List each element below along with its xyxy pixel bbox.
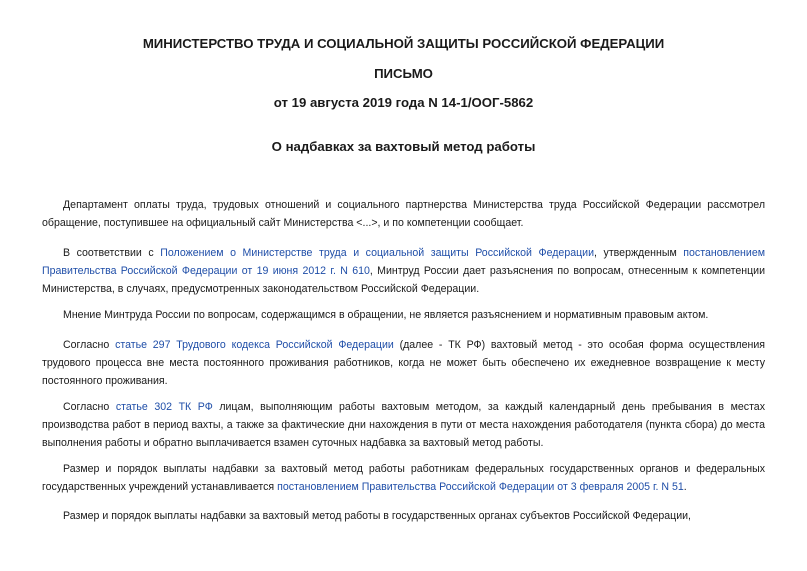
paragraph-7 <box>42 508 765 526</box>
paragraph-text: Согласно <box>63 401 116 413</box>
paragraph-text: Департамент оплаты труда, трудовых отношений и социального партнерства Министерства труда Российской Федерации рассмотрел обращение, поступившее на официальный сайт Министерства <...>, и по компетенции сообщает. <box>42 199 765 229</box>
paragraph-text: (далее - ТК РФ) вахтовый метод - это особая форма осуществления трудового процесса вне места постоянного проживания работников, когда не может быть обеспечено их ежедневное возвращение к месту постоянного проживания. <box>42 339 765 387</box>
paragraph-text: лицам, выполняющим работы вахтовым методом, за каждый календарный день пребывания в местах производства работ в период вахты, а также за фактические дни нахождения в пути от места нахождения работодателя (пункта сбора) до места выполнения работы и обратно выплачивается взамен суточных надбавка за вахтовый метод работы. <box>42 401 765 449</box>
paragraph-text: Согласно <box>63 339 116 351</box>
paragraph-5 <box>42 399 765 452</box>
document-type-heading: ПИСЬМО <box>374 66 433 81</box>
paragraph-2 <box>42 245 765 298</box>
paragraph-text: В соответствии с <box>63 247 161 259</box>
date-number-heading: от 19 августа 2019 года N 14-1/ООГ-5862 <box>273 95 534 110</box>
paragraph-text: Мнение Минтруда России по вопросам, содержащимся в обращении, не является разъяснением и нормативным правовым актом. <box>63 309 709 321</box>
government-decree-610-link[interactable]: постановлением Правительства Российской Федерации от 19 июня 2012 г. N 610 <box>42 247 765 277</box>
paragraph-6 <box>42 461 765 497</box>
paragraph-text: Размер и порядок выплаты надбавки за вахтовый метод работы в государственных органах субъектов Российской Федерации, <box>63 510 691 522</box>
issuer-heading: МИНИСТЕРСТВО ТРУДА И СОЦИАЛЬНОЙ ЗАЩИТЫ РОССИЙСКОЙ ФЕДЕРАЦИИ <box>142 36 665 51</box>
paragraph-text: Размер и порядок выплаты надбавки за вахтовый метод работы работникам федеральных государственных органов и федеральных государственных учреждений устанавливается <box>42 463 765 493</box>
paragraph-text: , Минтруд России дает разъяснения по вопросам, отнесенным к компетенции Министерства, в случаях, предусмотренных законодательством Российской Федерации. <box>42 264 765 295</box>
labor-code-article-302-link[interactable]: статье 302 ТК РФ <box>115 401 213 413</box>
regulation-link[interactable]: Положением о Министерстве труда и социальной защиты Российской Федерации <box>160 247 595 259</box>
paragraph-1 <box>42 197 765 233</box>
paragraph-3 <box>42 307 765 325</box>
government-decree-51-link[interactable]: постановлением Правительства Российской Федерации от 3 февраля 2005 г. N 51 <box>277 480 684 493</box>
subject-heading: О надбавках за вахтовый метод работы <box>271 139 536 154</box>
paragraph-text: , утвержденным <box>594 247 684 259</box>
paragraph-4 <box>42 337 765 390</box>
paragraph-text: . <box>683 480 687 493</box>
labor-code-article-297-link[interactable]: статье 297 Трудового кодекса Российской Федерации <box>115 339 394 351</box>
